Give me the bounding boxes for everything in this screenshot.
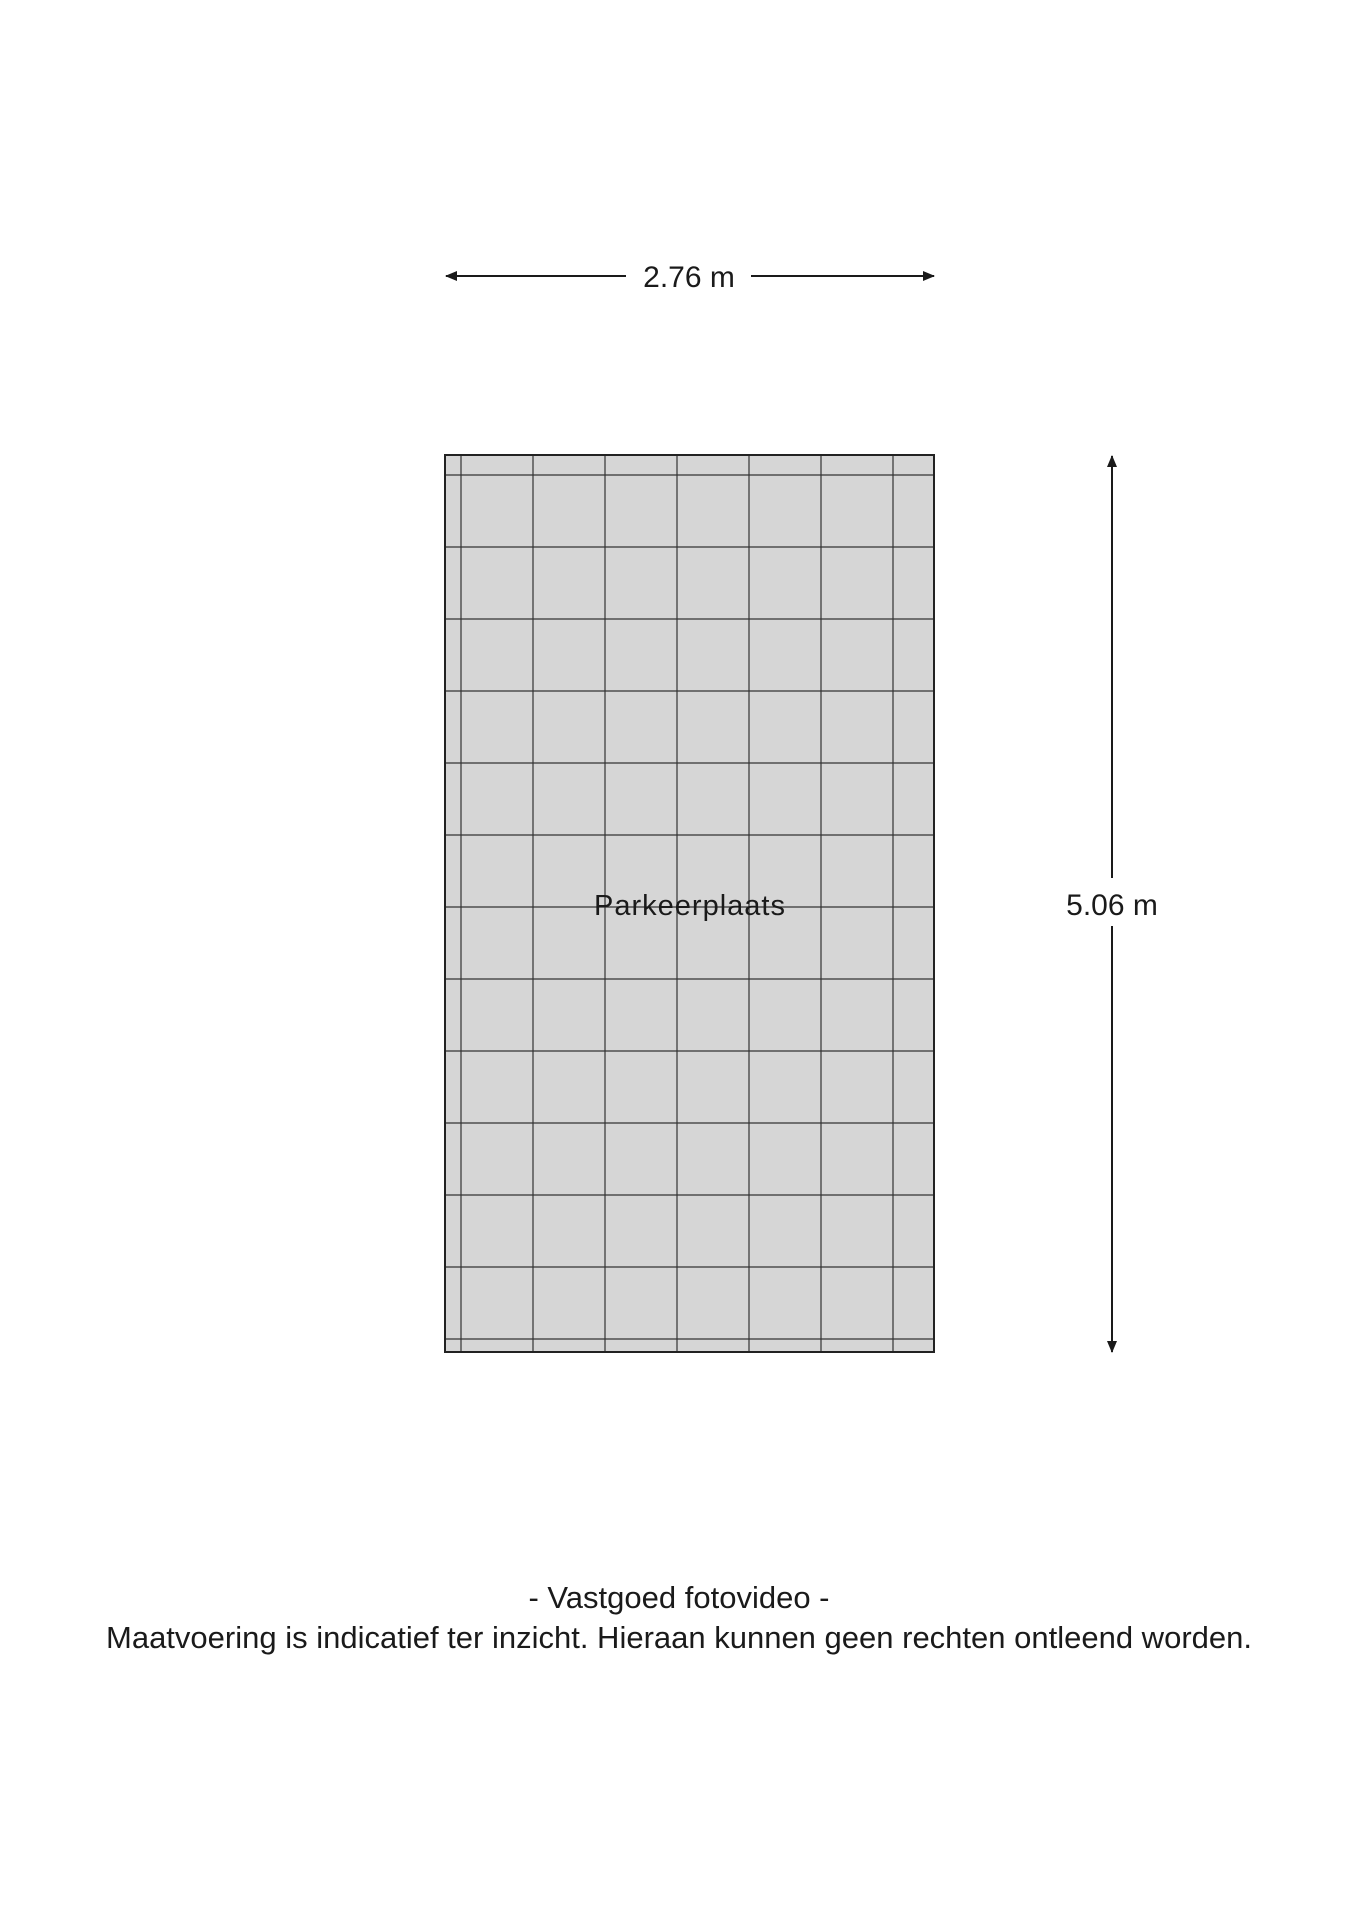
height-dimension-label: 5.06 m xyxy=(1066,889,1158,922)
footer-disclaimer: Maatvoering is indicatief ter inzicht. Hieraan kunnen geen rechten ontleend worden. xyxy=(106,1620,1252,1655)
width-dimension-label: 2.76 m xyxy=(643,261,735,294)
room-parkeerplaats xyxy=(445,455,934,1352)
footer-credit: - Vastgoed fotovideo - xyxy=(528,1580,830,1615)
height-dimension xyxy=(1066,456,1158,1352)
room-label: Parkeerplaats xyxy=(594,890,786,922)
width-dimension xyxy=(446,261,934,294)
footer xyxy=(0,1578,1358,1658)
